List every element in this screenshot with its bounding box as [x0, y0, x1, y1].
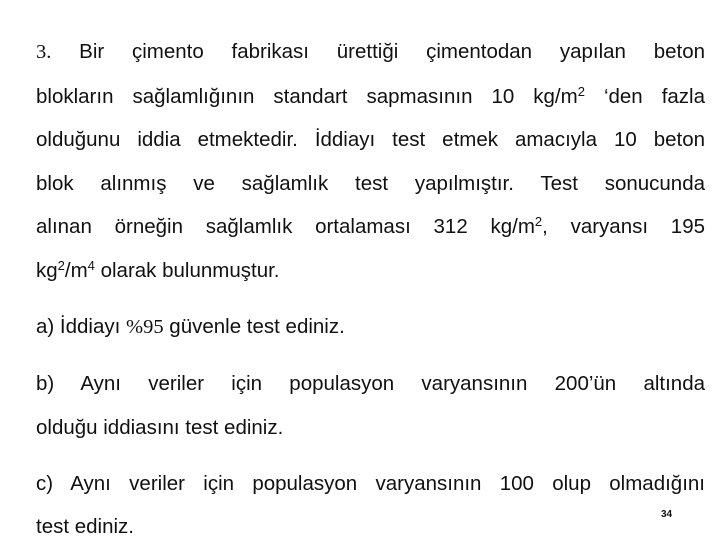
part-c-line-2 [36, 515, 705, 539]
superscript: 2 [577, 84, 585, 99]
part-c-text-2: test ediniz. [36, 515, 134, 538]
problem-intro-line-4 [36, 172, 705, 196]
intro-text-6a: kg [36, 259, 58, 282]
problem-intro-line-2 [36, 85, 705, 109]
part-b-text-1: b) Aynı veriler için populasyon varyansının 200’ün altında [36, 372, 705, 395]
intro-text-3: olduğunu iddia etmektedir. İddiayı test etmek amacıyla 10 beton [36, 128, 705, 151]
superscript: 4 [87, 258, 95, 273]
problem-intro-line-3 [36, 128, 705, 152]
intro-text-1: Bir çimento fabrikası ürettiği çimentodan yapılan beton [79, 40, 705, 63]
part-b-text-2: olduğu iddiasını test ediniz. [36, 416, 284, 439]
superscript: 2 [534, 214, 543, 229]
problem-intro-line-5 [36, 215, 705, 239]
problem-number: 3. [36, 41, 52, 63]
intro-text-2a: blokların sağlamlığının standart sapmasının 10 kg/m [36, 85, 578, 108]
superscript: 2 [57, 258, 65, 273]
part-c-line-1 [36, 472, 705, 496]
part-a-percent: %95 [126, 316, 164, 338]
problem-intro-line-1 [36, 40, 705, 64]
intro-text-5b: , varyansı 195 [542, 215, 705, 238]
part-b-line-2 [36, 416, 705, 440]
intro-text-4: blok alınmış ve sağlamlık test yapılmıştır. Test sonucunda [36, 172, 705, 195]
intro-text-6c: olarak bulunmuştur. [94, 259, 280, 282]
part-a-prefix: a) İddiayı [36, 315, 127, 338]
part-b-line-1 [36, 372, 705, 396]
problem-intro-line-6 [36, 259, 705, 283]
part-c-text-1: c) Aynı veriler için populasyon varyansının 100 olup olmadığını [36, 472, 705, 495]
page-number: 34 [661, 509, 673, 520]
intro-text-5a: alınan örneğin sağlamlık ortalaması 312 kg/m [36, 215, 535, 238]
intro-text-6b: /m [64, 259, 88, 282]
part-a-suffix: güvenle test ediniz. [163, 315, 345, 338]
part-a [36, 315, 705, 339]
intro-text-2b: ‘den fazla [584, 85, 706, 108]
